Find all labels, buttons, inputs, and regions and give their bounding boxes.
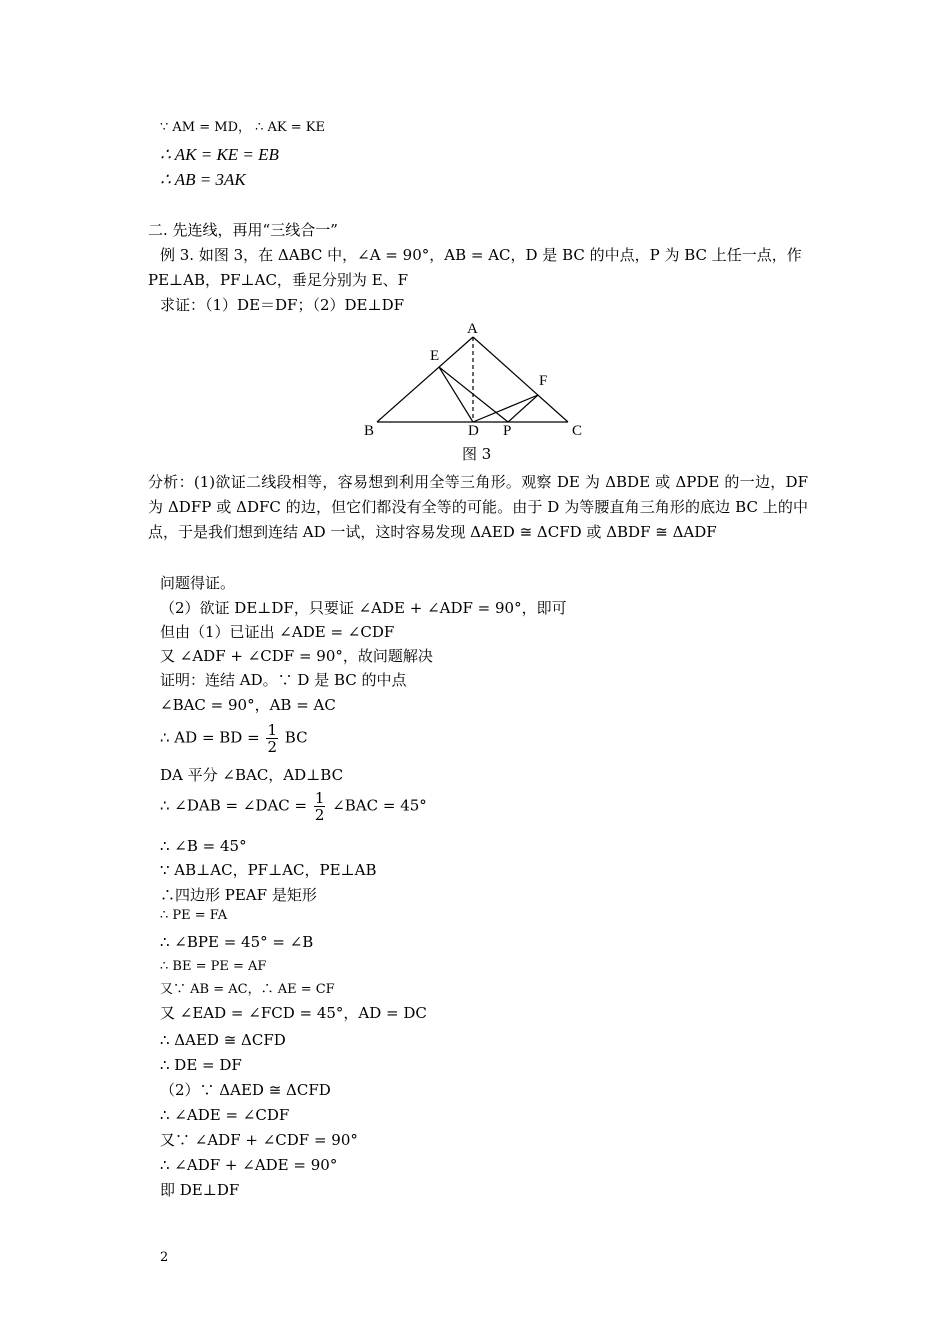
triangle-figure	[350, 315, 610, 450]
line-ak-ke-eb: ∴ AK = KE = EB	[160, 145, 279, 164]
segment-df	[473, 395, 538, 422]
prove-statement: 求证：（1）DE＝DF；（2）DE⊥DF	[160, 296, 405, 314]
fraction-half: $\frac{1}{2}$	[267, 721, 277, 756]
proof-be-pe-af: ∴ BE = PE = AF	[160, 959, 267, 974]
proof-adf-cdf-90: 又∵ ∠ADF + ∠CDF = 90°	[160, 1131, 358, 1149]
proof-part2-start: （2）∵ ΔAED ≅ ΔCFD	[160, 1081, 331, 1099]
label-c: C	[572, 423, 583, 439]
proof-rectangle: ∴四边形 PEAF 是矩形	[160, 886, 317, 904]
label-d: D	[468, 423, 479, 439]
side-ab	[377, 337, 473, 422]
analysis-part2-step1: 但由（1）已证出 ∠ADE = ∠CDF	[160, 623, 395, 641]
segment-de	[439, 367, 473, 422]
proof-b-45: ∴ ∠B = 45°	[160, 837, 247, 855]
example3-line2: PE⊥AB，PF⊥AC，垂足分别为 E、F	[148, 271, 409, 289]
section-heading: 二. 先连线，再用“三线合一”	[148, 221, 338, 239]
label-e: E	[430, 348, 440, 364]
label-p: P	[503, 423, 512, 439]
side-ac	[473, 337, 568, 422]
analysis-conclusion: 问题得证。	[160, 574, 236, 592]
label-a: A	[467, 321, 478, 337]
proof-ae-cf: 又∵ AB = AC，∴ AE = CF	[160, 982, 335, 997]
page-number: 2	[160, 1250, 169, 1265]
proof-ade-cdf: ∴ ∠ADE = ∠CDF	[160, 1106, 290, 1124]
proof-pe-fa: ∴ PE = FA	[160, 908, 228, 923]
figure-caption: 图 3	[462, 445, 492, 463]
proof-bpe-45: ∴ ∠BPE = 45° = ∠B	[160, 933, 314, 951]
proof-ead-fcd: 又 ∠EAD = ∠FCD = 45°，AD = DC	[160, 1004, 427, 1022]
proof-da-bisect: DA 平分 ∠BAC，AD⊥BC	[160, 766, 344, 784]
label-f: F	[539, 373, 548, 389]
example3-line1: 例 3. 如图 3，在 ΔABC 中，∠A = 90°，AB = AC，D 是 BC 的中点，P 为 BC 上任一点，作	[160, 246, 802, 264]
proof-adf-ade-90: ∴ ∠ADF + ∠ADE = 90°	[160, 1156, 338, 1174]
proof-de-df: ∴ DE = DF	[160, 1056, 242, 1074]
proof-start: 证明：连结 AD。∵ D 是 BC 的中点	[160, 671, 407, 689]
proof-dab-dac: ∴ ∠DAB = ∠DAC = $\frac{1}{2}$ ∠BAC = 45°	[160, 789, 427, 824]
proof-perpendiculars: ∵ AB⊥AC，PF⊥AC，PE⊥AB	[160, 861, 377, 879]
analysis-paragraph: 分析：(1)欲证二线段相等，容易想到利用全等三角形。观察 DE 为 ΔBDE 或 ΔPDE 的一边，DF 为 ΔDFP 或 ΔDFC 的边，但它们都没有全等的可能。由于 D 为等腰直角三角形的底边 BC 上的中点，于是我们想到连结 AD 一试，这时容易发现 ΔAED ≅ ΔCFD 或 ΔBDF ≅ ΔADF	[148, 473, 808, 541]
proof-ad-bd: ∴ AD = BD = $\frac{1}{2}$ BC	[160, 721, 308, 756]
line-am-md: ∵ AM = MD， ∴ AK = KE	[160, 120, 325, 135]
proof-congruent: ∴ ΔAED ≅ ΔCFD	[160, 1031, 286, 1049]
fraction-half: $\frac{1}{2}$	[314, 789, 325, 824]
proof-bac-90: ∠BAC = 90°，AB = AC	[160, 696, 336, 714]
segment-pf	[508, 395, 538, 422]
proof-conclusion: 即 DE⊥DF	[160, 1181, 240, 1199]
analysis-part2-step2: 又 ∠ADF + ∠CDF = 90°，故问题解决	[160, 647, 433, 665]
label-b: B	[364, 423, 375, 439]
analysis-part2: （2）欲证 DE⊥DF，只要证 ∠ADE + ∠ADF = 90°，即可	[160, 599, 567, 617]
line-ab-3ak: ∴ AB = 3AK	[160, 170, 246, 189]
